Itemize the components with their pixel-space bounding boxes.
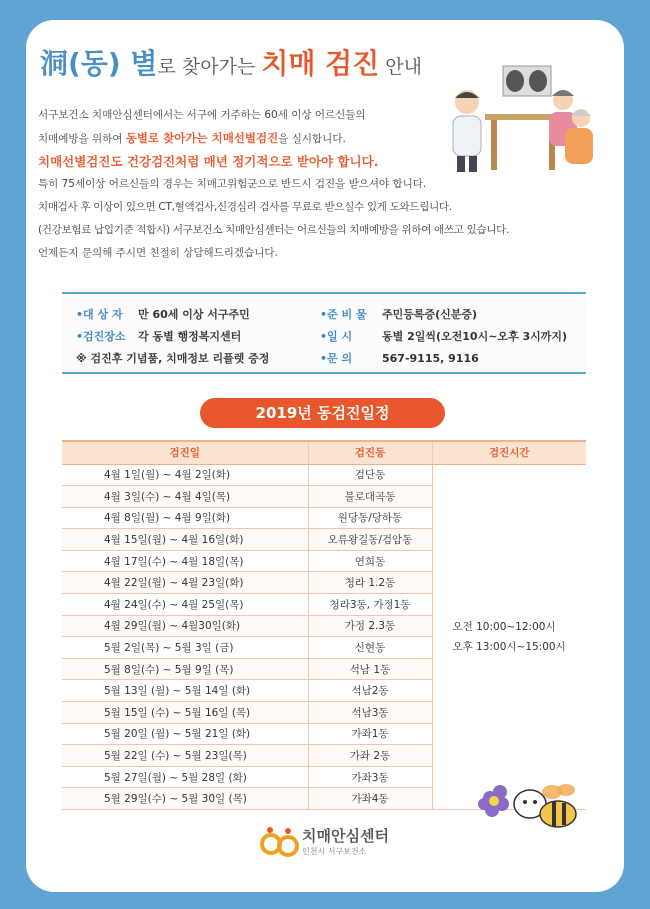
info-prep-label: •준 비 물 [320, 308, 367, 321]
row-date: 4월 15일(월) ~ 4월 16일(화) [62, 529, 308, 551]
intro-line: 치매검사 후 이상이 있으면 CT,혈액검사,신경심리 검사를 무료로 받으실수 있게 도와드립니다. [38, 201, 452, 213]
intro-line2-c: 을 실시합니다. [278, 133, 346, 145]
info-note-text: ※ 검진후 기념품, 치매정보 리플렛 증정 [76, 352, 270, 365]
row-date: 5월 2일(목) ~ 5월 3일 (금) [62, 637, 308, 659]
schedule-header-row [62, 441, 586, 464]
info-target-label: •대 상 자 [76, 308, 123, 321]
row-date: 5월 22일 (수) ~ 5월 23일(목) [62, 745, 308, 767]
info-place-label: •검진장소 [76, 330, 126, 343]
info-target-value: 만 60세 이상 서구주민 [138, 308, 250, 321]
schedule-table [62, 440, 586, 810]
row-dong: 신현동 [308, 637, 432, 659]
row-dong: 청라3동, 가정1동 [308, 594, 432, 616]
row-date: 4월 1일(월) ~ 4월 2일(화) [62, 464, 308, 486]
row-dong: 가정 2.3동 [308, 615, 432, 637]
row-dong: 검단동 [308, 464, 432, 486]
info-prep [320, 306, 477, 322]
row-dong: 가좌1동 [308, 723, 432, 745]
center-subtitle: 인천시 서구보건소 [302, 847, 367, 856]
row-dong: 석남2동 [308, 680, 432, 702]
row-dong: 가좌3동 [308, 766, 432, 788]
row-date: 5월 27일(월) ~ 5월 28일 (화) [62, 766, 308, 788]
time-am: 오전 10:00~12:00시 [452, 620, 556, 633]
row-dong: 가좌4동 [308, 788, 432, 810]
intro-emphasis: 치매선별검진도 건강검진처럼 매년 정기적으로 받아야 합니다. [38, 154, 379, 169]
info-date [320, 328, 567, 344]
info-contact [320, 350, 479, 366]
flower-icon [478, 785, 509, 817]
intro-line: 언제든지 문의해 주시면 친절히 상담해드리겠습니다. [38, 247, 278, 259]
info-contact-label: •문 의 [320, 352, 353, 365]
header-date: 검진일 [62, 441, 308, 464]
row-dong: 석남3동 [308, 702, 432, 724]
row-dong: 오류왕길동/검암동 [308, 529, 432, 551]
intro-line [38, 127, 468, 150]
title-part2: 로 찾아가는 [157, 56, 262, 78]
row-dong: 가좌 2동 [308, 745, 432, 767]
row-date: 4월 22일(월) ~ 4월 23일(화) [62, 572, 308, 594]
bee-icon [514, 784, 576, 827]
center-name: 치매안심센터 [302, 827, 389, 845]
info-date-value: 동별 2일씩(오전10시~오후 3시까지) [382, 330, 568, 343]
title-part4: 안내 [379, 56, 423, 78]
intro-line2-a: 치매예방을 위하여 [38, 133, 126, 145]
intro-line: 특히 75세이상 어르신들의 경우는 치매고위험군으로 반드시 검진을 받으셔야 합니다. [38, 178, 427, 190]
bee-flower-illustration [472, 778, 582, 836]
intro-text [38, 104, 510, 265]
header-time: 검진시간 [432, 441, 586, 464]
intro-line: (건강보험료 납입기준 적합시) 서구보건소 치매안심센터는 어르신들의 치매예방을 위하여 애쓰고 있습니다. [38, 224, 510, 236]
info-note [76, 350, 269, 366]
row-dong: 불로대곡동 [308, 486, 432, 508]
info-box [62, 292, 586, 374]
time-pm: 오후 13:00시~15:00시 [452, 640, 566, 653]
table-row [62, 464, 586, 486]
row-date: 4월 3일(수) ~ 4월 4일(목) [62, 486, 308, 508]
title-part3: 치매 검진 [261, 47, 380, 80]
row-dong: 연희동 [308, 550, 432, 572]
poster-title [40, 42, 422, 82]
row-date: 5월 13일 (월) ~ 5월 14일 (화) [62, 680, 308, 702]
schedule-heading: 2019년 동검진일정 [200, 398, 445, 428]
info-place-value: 각 동별 행정복지센터 [138, 330, 242, 343]
row-date: 5월 29일(수) ~ 5월 30일 (목) [62, 788, 308, 810]
row-date: 4월 29일(월) ~ 4월30일(화) [62, 615, 308, 637]
info-prep-value: 주민등록증(신분증) [382, 308, 478, 321]
row-date: 4월 17일(수) ~ 4월 18일(목) [62, 550, 308, 572]
row-dong: 청라 1.2동 [308, 572, 432, 594]
row-dong: 원당동/당하동 [308, 507, 432, 529]
row-dong: 석남 1동 [308, 658, 432, 680]
intro-line: 서구보건소 치매안심센터에서는 서구에 거주하는 60세 이상 어르신들의 [38, 109, 366, 121]
header-dong: 검진동 [308, 441, 432, 464]
row-date: 4월 8일(월) ~ 4월 9일(화) [62, 507, 308, 529]
info-contact-value: 567-9115, 9116 [382, 352, 479, 365]
info-place [76, 328, 241, 344]
row-date: 5월 20일 (월) ~ 5월 21일 (화) [62, 723, 308, 745]
row-date: 5월 8일(수) ~ 5월 9일 (목) [62, 658, 308, 680]
row-date: 4월 24일(수) ~ 4월 25일(목) [62, 594, 308, 616]
intro-highlight: 동별로 찾아가는 치매선별검진 [125, 131, 279, 145]
time-cell [432, 464, 586, 810]
info-target [76, 306, 250, 322]
row-date: 5월 15일 (수) ~ 5월 16일 (목) [62, 702, 308, 724]
title-part1: 洞(동) 별 [40, 47, 158, 80]
info-date-label: •일 시 [320, 330, 353, 343]
